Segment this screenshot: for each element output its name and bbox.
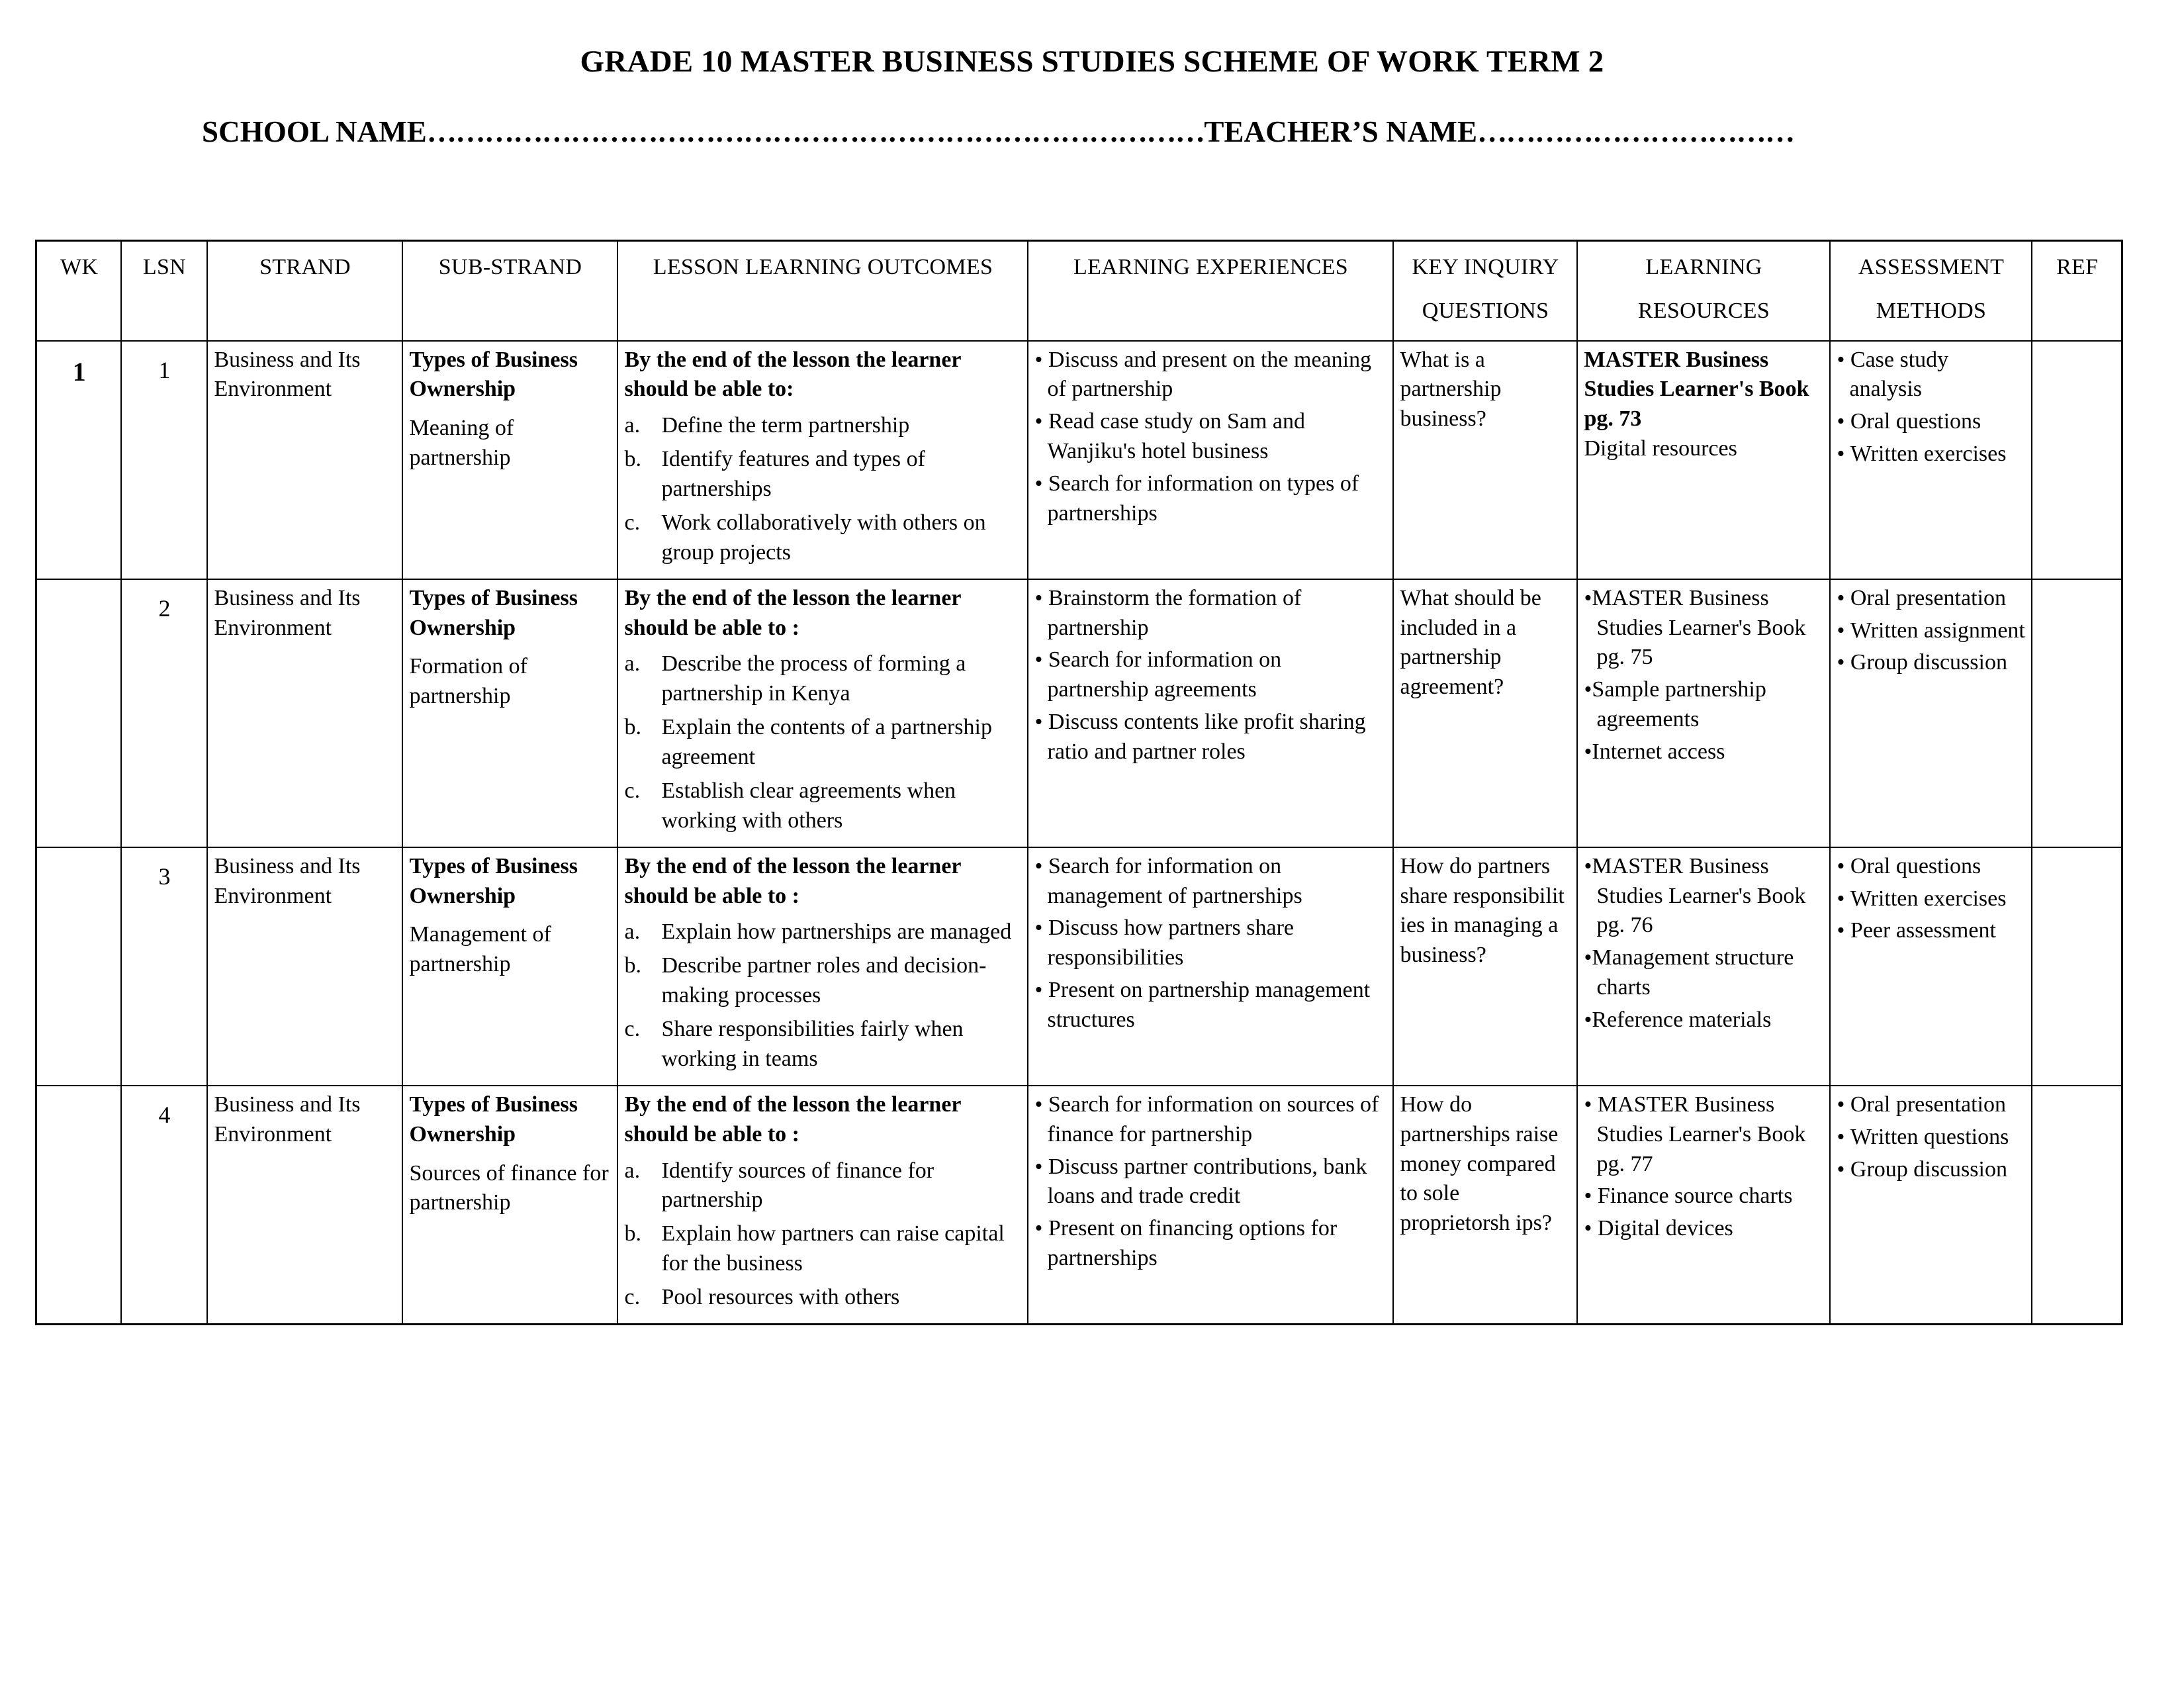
llo-item	[625, 445, 1022, 504]
llo-item-marker: c.	[624, 510, 641, 535]
llo-list	[625, 917, 1022, 1074]
llo-list	[625, 649, 1022, 835]
column-header-wk: WK	[36, 241, 121, 341]
cell-learning-resources	[1577, 579, 1830, 847]
cell-sub-strand	[402, 579, 617, 847]
school-teacher-name-line	[0, 80, 2184, 149]
llo-item-marker: b.	[624, 1221, 641, 1246]
scheme-of-work-table-wrapper	[35, 240, 2121, 1325]
sub-strand-topic: Meaning of partnership	[409, 416, 514, 471]
cell-key-inquiry-question	[1393, 847, 1577, 1086]
resource-item: • Finance source charts	[1584, 1182, 1824, 1211]
cell-learning-resources	[1577, 341, 1830, 579]
cell-assessment-methods	[1830, 1086, 2032, 1325]
sub-strand-topic: Management of partnership	[409, 922, 551, 977]
assessment-method-item: • Oral presentation	[1837, 584, 2026, 614]
llo-item-text: Describe the process of forming a partnership in Kenya	[661, 651, 966, 706]
cell-sub-strand	[402, 1086, 617, 1325]
llo-item-text: Identify sources of finance for partnership	[661, 1158, 934, 1213]
learning-experience-item: • Discuss contents like profit sharing ratio and partner roles	[1035, 708, 1387, 767]
learning-experience-item: • Discuss partner contributions, bank loans and trade credit	[1035, 1152, 1387, 1212]
assessment-method-item: • Oral questions	[1837, 407, 2026, 437]
cell-wk	[36, 1086, 121, 1325]
assessment-method-item: • Group discussion	[1837, 1155, 2026, 1185]
llo-item-marker: c.	[624, 1017, 641, 1042]
llo-item	[625, 713, 1022, 773]
strand-text: Business and Its Environment	[214, 853, 361, 908]
school-name-dots: ………………………………………………………………………	[426, 115, 1205, 149]
column-header-assessment-methods: ASSESSMENT METHODS	[1830, 241, 2032, 341]
llo-intro: By the end of the lesson the learner should be able to:	[624, 347, 961, 402]
llo-item-text: Define the term partnership	[661, 413, 910, 438]
scheme-of-work-table	[35, 240, 2123, 1325]
column-header-ref: REF	[2032, 241, 2122, 341]
column-header-key-inquiry-questions: KEY INQUIRY QUESTIONS	[1393, 241, 1577, 341]
cell-ref	[2032, 579, 2122, 847]
cell-ref	[2032, 341, 2122, 579]
sub-strand-title: Types of Business Ownership	[409, 585, 578, 640]
cell-lesson-learning-outcomes	[617, 847, 1028, 1086]
resource-item: • MASTER Business Studies Learner's Book pg. 76	[1584, 852, 1824, 941]
learning-experience-item: • Search for information on partnership agreements	[1035, 645, 1387, 705]
llo-item-marker: b.	[624, 715, 641, 740]
assessment-method-item: • Peer assessment	[1837, 916, 2026, 946]
cell-ref	[2032, 1086, 2122, 1325]
week-number	[44, 584, 115, 593]
llo-item-text: Share responsibilities fairly when working in teams	[661, 1017, 964, 1071]
cell-lsn	[121, 1086, 207, 1325]
llo-item	[625, 951, 1022, 1011]
llo-intro: By the end of the lesson the learner should be able to :	[624, 585, 961, 640]
cell-sub-strand	[402, 341, 617, 579]
llo-intro: By the end of the lesson the learner should be able to :	[624, 853, 961, 908]
resource-item: • MASTER Business Studies Learner's Book pg. 75	[1584, 584, 1824, 673]
week-number	[44, 852, 115, 861]
resource-item: • Management structure charts	[1584, 943, 1824, 1003]
table-row	[36, 1086, 2122, 1325]
llo-item-marker: a.	[624, 919, 641, 945]
cell-assessment-methods	[1830, 847, 2032, 1086]
assessment-method-item: • Written exercises	[1837, 884, 2026, 914]
cell-lesson-learning-outcomes	[617, 1086, 1028, 1325]
assessment-methods-list	[1837, 852, 2026, 947]
teacher-name-label: TEACHER’S NAME	[1204, 115, 1478, 149]
llo-item-text: Work collaboratively with others on group projects	[661, 510, 986, 565]
llo-item-text: Identify features and types of partnerships	[661, 447, 925, 502]
learning-experience-item: • Brainstorm the formation of partnership	[1035, 584, 1387, 643]
sub-strand-title: Types of Business Ownership	[409, 1092, 578, 1147]
llo-list	[625, 1156, 1022, 1313]
llo-item	[625, 1015, 1022, 1074]
assessment-method-item: • Written exercises	[1837, 440, 2026, 469]
learning-experience-item: • Discuss and present on the meaning of partnership	[1035, 346, 1387, 405]
learning-experience-item: • Search for information on management of partnerships	[1035, 852, 1387, 912]
cell-key-inquiry-question	[1393, 341, 1577, 579]
cell-learning-experiences	[1028, 847, 1393, 1086]
key-inquiry-question-text: What should be included in a partnership agreement?	[1400, 585, 1541, 700]
sub-strand-topic: Sources of finance for partnership	[409, 1160, 609, 1215]
cell-sub-strand	[402, 847, 617, 1086]
llo-item-text: Explain the contents of a partnership agreement	[661, 715, 992, 770]
llo-item	[625, 649, 1022, 709]
llo-list	[625, 411, 1022, 567]
column-header-learning-resources: LEARNING RESOURCES	[1577, 241, 1830, 341]
assessment-methods-list	[1837, 346, 2026, 470]
cell-assessment-methods	[1830, 579, 2032, 847]
column-header-lesson-learning-outcomes: LESSON LEARNING OUTCOMES	[617, 241, 1028, 341]
column-header-sub-strand: SUB-STRAND	[402, 241, 617, 341]
learning-experience-item: • Search for information on sources of finance for partnership	[1035, 1090, 1387, 1150]
llo-item	[625, 1156, 1022, 1216]
llo-item-marker: a.	[624, 413, 641, 438]
resource-list	[1584, 584, 1824, 767]
strand-text: Business and Its Environment	[214, 585, 361, 640]
cell-lesson-learning-outcomes	[617, 341, 1028, 579]
teacher-name-dots: ……………………………	[1477, 115, 1794, 149]
table-row	[36, 847, 2122, 1086]
cell-wk	[36, 847, 121, 1086]
strand-text: Business and Its Environment	[214, 1092, 361, 1147]
sub-strand-title: Types of Business Ownership	[409, 347, 578, 402]
assessment-method-item: • Written assignment	[1837, 616, 2026, 646]
cell-wk	[36, 341, 121, 579]
assessment-method-item: • Oral presentation	[1837, 1090, 2026, 1120]
llo-item	[625, 508, 1022, 568]
learning-experience-item: • Read case study on Sam and Wanjiku's hotel business	[1035, 407, 1387, 467]
learning-experience-item: • Present on partnership management structures	[1035, 976, 1387, 1035]
resource-item: • Reference materials	[1584, 1006, 1824, 1035]
lesson-number: 3	[158, 863, 171, 890]
table-row	[36, 341, 2122, 579]
cell-ref	[2032, 847, 2122, 1086]
resource-item: • Digital devices	[1584, 1214, 1824, 1244]
assessment-methods-list	[1837, 584, 2026, 679]
lesson-number: 2	[158, 594, 171, 622]
cell-learning-experiences	[1028, 579, 1393, 847]
week-number	[44, 1090, 115, 1100]
resource-list	[1584, 1090, 1824, 1244]
cell-lsn	[121, 847, 207, 1086]
learning-experience-item: • Search for information on types of partnerships	[1035, 469, 1387, 529]
sub-strand-title: Types of Business Ownership	[409, 853, 578, 908]
llo-item-text: Explain how partnerships are managed	[661, 919, 1012, 945]
llo-item-text: Explain how partners can raise capital for the business	[661, 1221, 1005, 1276]
llo-item-marker: c.	[624, 1285, 641, 1310]
page-title: GRADE 10 MASTER BUSINESS STUDIES SCHEME OF WORK TERM 2	[580, 44, 1604, 79]
cell-strand	[207, 579, 402, 847]
key-inquiry-question-text: How do partnerships raise money compared to sole proprietorsh ips?	[1400, 1092, 1559, 1236]
table-body	[36, 341, 2122, 1325]
llo-item	[625, 1283, 1022, 1313]
cell-wk	[36, 579, 121, 847]
llo-item-marker: a.	[624, 1158, 641, 1183]
column-header-strand: STRAND	[207, 241, 402, 341]
llo-item	[625, 776, 1022, 836]
resource-item: • Internet access	[1584, 737, 1824, 767]
cell-strand	[207, 847, 402, 1086]
key-inquiry-question-text: What is a partnership business?	[1400, 347, 1502, 432]
cell-learning-resources	[1577, 1086, 1830, 1325]
resource-list	[1584, 852, 1824, 1035]
llo-intro: By the end of the lesson the learner should be able to :	[624, 1092, 961, 1147]
column-header-learning-experiences: LEARNING EXPERIENCES	[1028, 241, 1393, 341]
assessment-method-item: • Written questions	[1837, 1123, 2026, 1152]
learning-experiences-list	[1035, 1090, 1387, 1274]
lesson-number: 1	[158, 356, 171, 383]
learning-experiences-list	[1035, 346, 1387, 529]
learning-experience-item: • Present on financing options for partnerships	[1035, 1214, 1387, 1274]
lesson-number: 4	[158, 1101, 171, 1128]
school-name-label: SCHOOL NAME	[202, 115, 427, 149]
cell-strand	[207, 1086, 402, 1325]
table-row	[36, 579, 2122, 847]
assessment-method-item: • Case study analysis	[1837, 346, 2026, 405]
llo-item-marker: b.	[624, 953, 641, 978]
resource-extra: Digital resources	[1584, 436, 1737, 461]
llo-item	[625, 917, 1022, 947]
sub-strand-topic: Formation of partnership	[409, 654, 527, 709]
llo-item-marker: c.	[624, 778, 641, 803]
assessment-method-item: • Group discussion	[1837, 648, 2026, 678]
learning-experience-item: • Discuss how partners share responsibilities	[1035, 914, 1387, 973]
assessment-method-item: • Oral questions	[1837, 852, 2026, 882]
cell-learning-resources	[1577, 847, 1830, 1086]
assessment-methods-list	[1837, 1090, 2026, 1185]
learning-experiences-list	[1035, 852, 1387, 1035]
week-number: 1	[72, 356, 86, 387]
cell-lsn	[121, 579, 207, 847]
learning-experiences-list	[1035, 584, 1387, 767]
column-header-lsn: LSN	[121, 241, 207, 341]
cell-learning-experiences	[1028, 1086, 1393, 1325]
cell-assessment-methods	[1830, 341, 2032, 579]
cell-strand	[207, 341, 402, 579]
strand-text: Business and Its Environment	[214, 347, 361, 402]
key-inquiry-question-text: How do partners share responsibilit ies in managing a business?	[1400, 853, 1565, 968]
cell-lsn	[121, 341, 207, 579]
llo-item-marker: a.	[624, 651, 641, 677]
llo-item-marker: b.	[624, 447, 641, 472]
llo-item-text: Describe partner roles and decision-making processes	[661, 953, 987, 1008]
resource-item: • MASTER Business Studies Learner's Book pg. 77	[1584, 1090, 1824, 1180]
llo-item-text: Pool resources with others	[661, 1285, 900, 1310]
llo-item-text: Establish clear agreements when working with others	[661, 778, 956, 833]
cell-lesson-learning-outcomes	[617, 579, 1028, 847]
cell-key-inquiry-question	[1393, 1086, 1577, 1325]
resource-item: • Sample partnership agreements	[1584, 675, 1824, 735]
table-header-row	[36, 241, 2122, 341]
cell-key-inquiry-question	[1393, 579, 1577, 847]
cell-learning-experiences	[1028, 341, 1393, 579]
llo-item	[625, 1219, 1022, 1279]
resource-book-title: MASTER Business Studies Learner's Book pg. 73	[1584, 347, 1809, 432]
llo-item	[625, 411, 1022, 441]
